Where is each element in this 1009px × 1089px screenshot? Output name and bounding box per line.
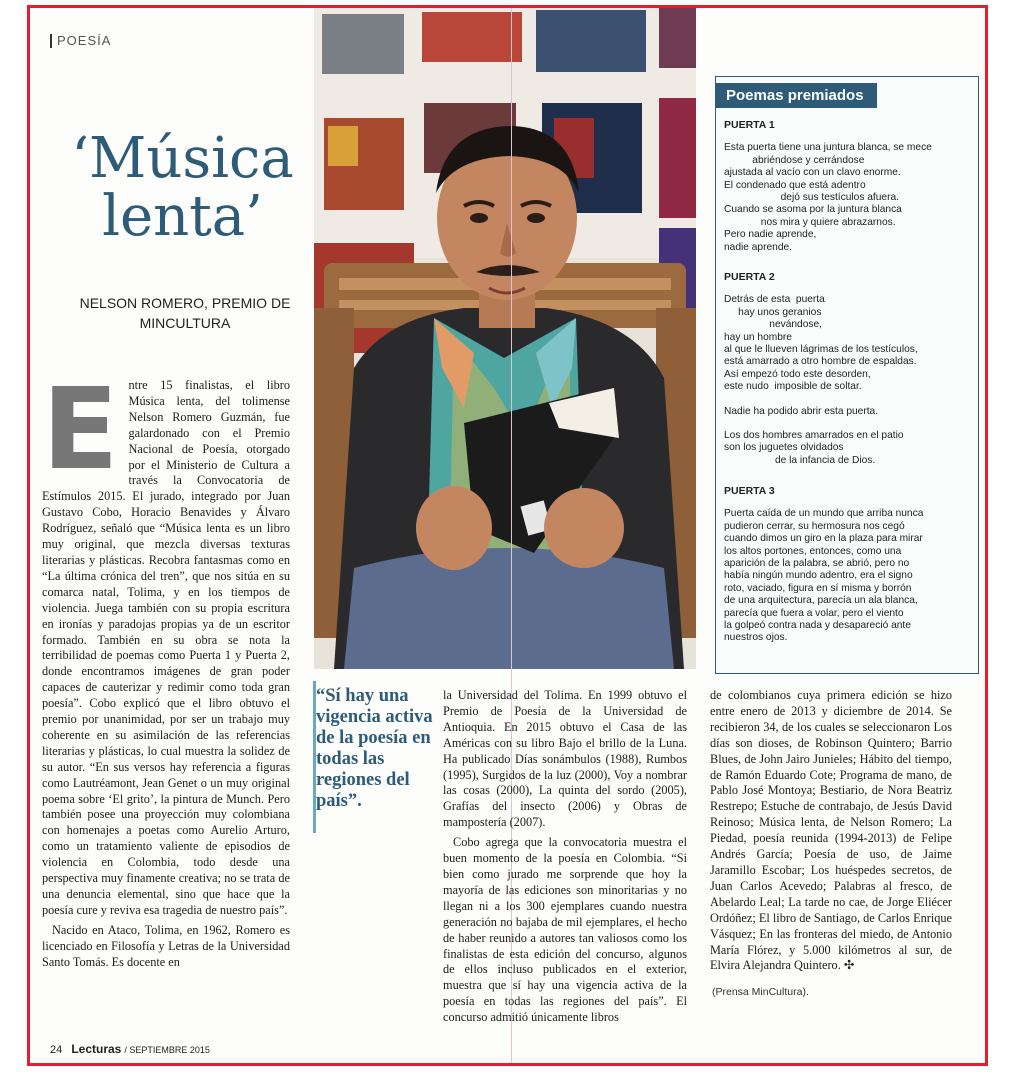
poem-line: ajustada al vacío con un clavo enorme. bbox=[724, 167, 901, 179]
magazine-brand: Lecturas bbox=[71, 1042, 122, 1056]
poem-line: Cuando se asoma por la juntura blanca bbox=[724, 204, 902, 216]
poem-line: dejó sus testículos afuera. bbox=[724, 192, 899, 204]
article-paragraph: ntre 15 finalistas, el libro Música lenta, del tolimense Nelson Romero Guzmán, fue galardonado con el Premio Nacional de Poesía, otorgado por el Ministerio de Cultura a través la Convocatoria de Estímulos 2015. El jurado, integrado por Juan Gustavo Cobo, Horacio Benavides y Álvaro Rodríguez, señaló que “Música lenta es un libro muy original, que mezcla diversas texturas literarias y plásticas. Recobra fantasmas como en “La última crónica del tren”, que nos sitúa en su comarca natal, Tolima, y en los tiempos de violencia. Juega también con su propia escritura en ironías y paradojas propias ya de un escritor formado. También en su obra se nota la terribilidad de poemas como Puerta 1 y Puerta 2, donde encontramos imágenes de gran poder capaces de cauterizar y redimir como toda gran poesía”. Cobo explicó que el libro obtuvo el premio por unanimidad, por ser un trabajo muy coherente en su asimilación de las referencias literarias y plásticas, lo cual muestra la solidez de su autor. “En sus versos hay referencia a figuras como Lautréamont, Jean Genet o un muy original poema sobre ‘El grito’, la pintura de Munch. Pero también posee una proyección muy colombiana con homenajes a poetas como Aurelio Arturo, como un tratamiento valiente de episodios de violencia en Colombia, todo desde una perspectiva muy finamente creativa; no se trata de una denuncia elemental, sino que hace que la poesía cure y reviva esa tragedia de nuestro país”. bbox=[42, 378, 290, 917]
poem-puerta-1 bbox=[724, 119, 970, 254]
article-subtitle: NELSON ROMERO, PREMIO DE MINCULTURA bbox=[79, 295, 291, 331]
stanza-gap bbox=[724, 394, 970, 406]
poem-line: nos mira y quiere abrazarnos. bbox=[724, 216, 896, 228]
poem-line: abriéndose y cerrándose bbox=[724, 154, 865, 166]
poem-heading: PUERTA 3 bbox=[724, 485, 775, 497]
poem-line: la golpeó contra nada y desapareció ante bbox=[724, 620, 911, 632]
poem-line: este nudo imposible de soltar. bbox=[724, 381, 862, 393]
poem-line: aparición de la palabra, se abrió, pero no bbox=[724, 558, 910, 570]
article-column-1 bbox=[42, 365, 290, 975]
poem-line: hay unos geranios bbox=[724, 306, 822, 318]
poems-sidebar bbox=[715, 76, 979, 674]
poem-line: Los dos hombres amarrados en el patio bbox=[724, 430, 904, 442]
poem-line: nevándose, bbox=[724, 319, 822, 331]
article-column-3 bbox=[710, 688, 952, 978]
poem-line: pudieron cerrar, su hermosura nos cegó bbox=[724, 520, 905, 532]
poem-line: había ningún mundo adentro, era el signo bbox=[724, 570, 913, 582]
issue-date: / SEPTIEMBRE 2015 bbox=[124, 1045, 210, 1055]
source-credit: (Prensa MinCultura). bbox=[712, 986, 809, 998]
page-footer bbox=[50, 1042, 210, 1056]
page-number: 24 bbox=[50, 1044, 63, 1056]
poem-line: Puerta caída de un mundo que arriba nunca bbox=[724, 508, 924, 520]
sidebar-title: Poemas premiados bbox=[715, 83, 877, 108]
poem-line: está amarrado a otro hombre de espaldas. bbox=[724, 356, 917, 368]
article-paragraph: Nacido en Ataco, Tolima, en 1962, Romero es licenciado en Filosofía y Letras de la Universidad Santo Tomás. Es docente en bbox=[42, 922, 290, 969]
poem-puerta-3 bbox=[724, 485, 970, 645]
poem-puerta-2 bbox=[724, 271, 970, 467]
poem-line: Detrás de esta puerta bbox=[724, 294, 825, 306]
poem-line: El condenado que está adentro bbox=[724, 179, 866, 191]
pull-quote: “Sí hay una vigencia activa de la poesía en todas las regiones del país”. bbox=[316, 686, 433, 811]
poem-line: hay un hombre bbox=[724, 331, 792, 343]
poem-line: Esta puerta tiene una juntura blanca, se mece bbox=[724, 142, 932, 154]
article-paragraph: Cobo agrega que la convocatoria muestra el buen momento de la poesía en Colombia. “Si bien como jurado me sorprende que hoy la mayoría de las ediciones son minoritarias y no llegan ni a los 300 ejemplares cuando nuestra generación no bajaba de mil ejemplares, el hecho de haber reunido a autores tan valiosos como los finalistas de esta edición del concurso, algunos de ellos incluso publicados en el exterior, muestra que sí hay una vigencia activa de la poesía en todas las regiones del país”. El concurso admitió únicamente libros bbox=[443, 835, 687, 1025]
poem-line: parecía que fuera a volar, pero el viento bbox=[724, 607, 904, 619]
author-photo-illustration bbox=[314, 8, 696, 669]
poem-line: nuestros ojos. bbox=[724, 632, 788, 644]
magazine-page bbox=[27, 5, 988, 1066]
article-title: ‘Música lenta’ bbox=[71, 126, 294, 249]
poem-line: son los juguetes olvidados bbox=[724, 442, 844, 454]
poem-heading: PUERTA 2 bbox=[724, 271, 775, 283]
poem-line: Así empezó todo este desorden, bbox=[724, 368, 871, 380]
poem-line: nadie aprende. bbox=[724, 241, 792, 253]
article-paragraph: de colombianos cuya primera edición se hizo entre enero de 2013 y diciembre de 2014. Se recibieron 34, de los cuales se seleccionaron Los días son dioses, de Robinson Quintero; Barrio Blues, de John Jairo Junieles; Hábito del tiempo, de Ramón Eduardo Cote; Programa de mano, de Pablo José Montoya; Bestiario, de Nora Beatriz Restrepo; Estuche de contrabajo, de Jesús David Reinoso; Música lenta, de Nelson Romero; La Piedad, poesía reunida (1994-2013) de Felipe Andrés García; Poesía de uso, de Jaime Jaramillo Escobar; Los huéspedes secretos, de Juan Carlos Acevedo; Palabras al fresco, de Abelardo Leal; La tarde no cae, de Jorge Eliécer Ordóñez; El libro de Santiago, de Carlos Enrique Vásquez; En las fronteras del miedo, de Antonio María Flórez, y 5.000 kilómetros al sur, de Elvira Alejandra Quintero. ✣ bbox=[710, 688, 952, 973]
poem-line: de una arquitectura, parecía un ala blanca, bbox=[724, 595, 918, 607]
poem-line: de la infancia de Dios. bbox=[724, 454, 876, 466]
drop-cap: E bbox=[42, 365, 119, 495]
author-photo bbox=[314, 8, 696, 669]
article-paragraph: la Universidad del Tolima. En 1999 obtuvo el Premio de Poesía de la Universidad de Antioquia. En 2015 obtuvo el Casa de las Américas con su libro Bajo el brillo de la Luna. Ha publicado Días sonámbulos (1988), Rumbos (1995), Surgidos de la luz (2000), Voy a nombrar las cosas (2000), La quinta del sordo (2005), Grafías del insecto (2006) y Obras de mampostería (2007). bbox=[443, 688, 687, 830]
poem-line: al que le llueven lágrimas de los testículos, bbox=[724, 344, 918, 356]
poem-line: Pero nadie aprende, bbox=[724, 229, 817, 241]
article-column-2 bbox=[443, 688, 687, 1030]
poem-line: roto, vaciado, figura en sí misma y borrón bbox=[724, 582, 912, 594]
poem-line: Nadie ha podido abrir esta puerta. bbox=[724, 405, 879, 417]
stanza-gap bbox=[724, 418, 970, 430]
section-label: POESÍA bbox=[50, 34, 111, 48]
poem-line: los altos portones, entonces, como una bbox=[724, 545, 902, 557]
poem-heading: PUERTA 1 bbox=[724, 119, 775, 131]
poem-line: cuando dimos un giro en la plaza para mirar bbox=[724, 533, 923, 545]
